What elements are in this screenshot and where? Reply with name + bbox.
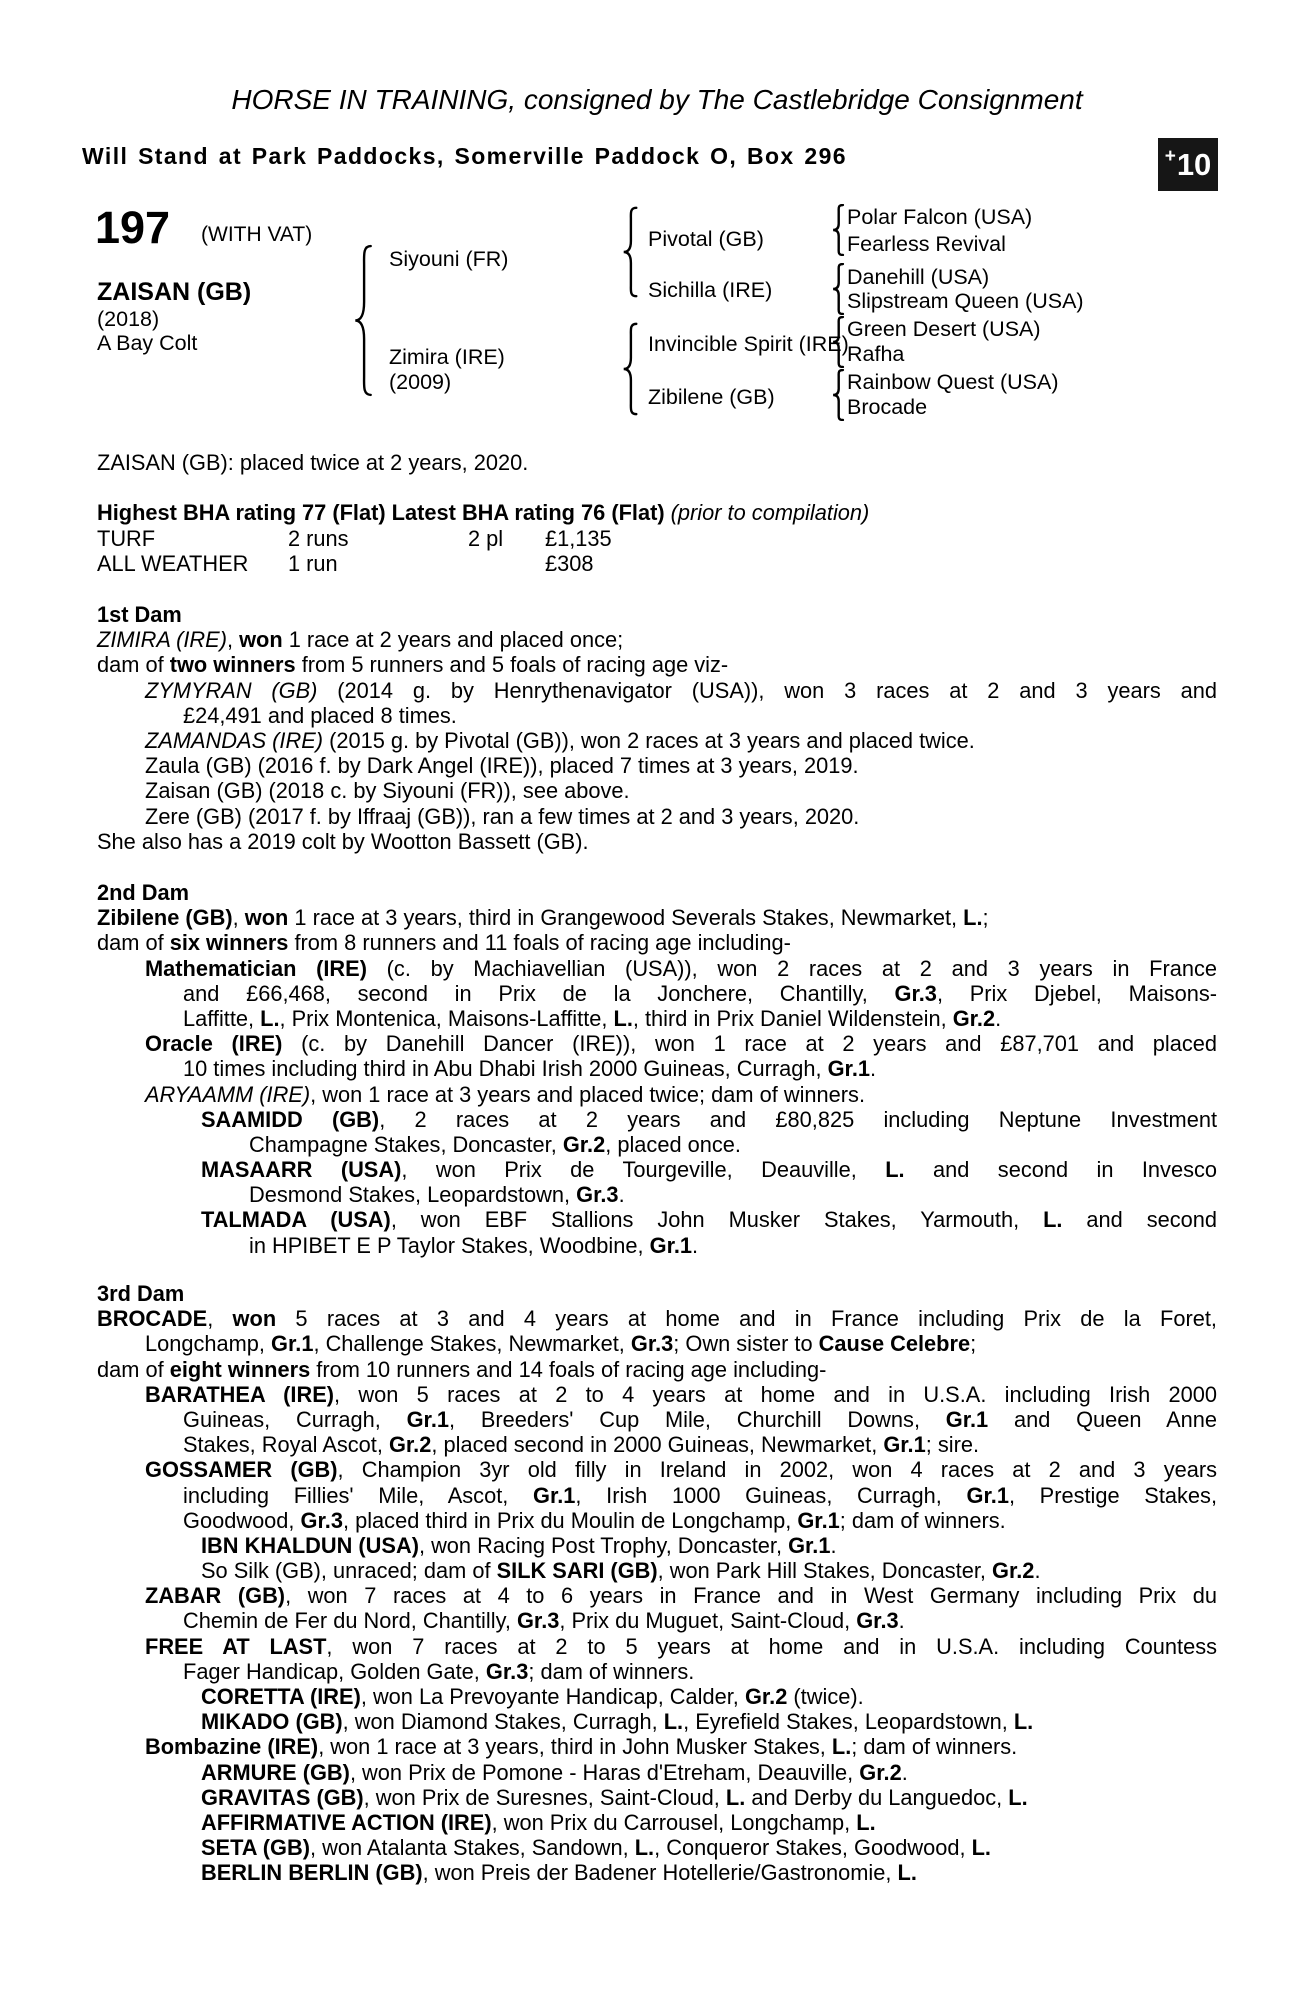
- text-run: Desmond Stakes, Leopardstown,: [249, 1182, 577, 1208]
- text-run: ,: [207, 1306, 233, 1332]
- text-run: L.: [963, 905, 983, 931]
- text-run: ; Own sister to: [673, 1331, 819, 1357]
- text-run: , placed once.: [605, 1131, 741, 1157]
- text-run: L.: [1043, 1207, 1063, 1233]
- text-run: BARATHEA (IRE): [145, 1381, 335, 1407]
- text-run: , Eyrefield Stakes, Leopardstown,: [683, 1709, 1014, 1735]
- text-run: Champagne Stakes, Doncaster,: [249, 1131, 563, 1157]
- text-run: 1 race at 3 years, third in Grangewood Severals Stakes, Newmarket,: [288, 905, 964, 931]
- text-run: L.: [971, 1835, 991, 1861]
- catalogue-line: [97, 678, 1217, 703]
- text-run: TALMADA (USA): [201, 1207, 391, 1233]
- text-run: , Prix Montenica, Maisons-Laffitte,: [279, 1005, 614, 1031]
- catalogue-line: [97, 1558, 1217, 1583]
- text-run: (c. by Machiavellian (USA)), won 2 races at 2 and 3 years in France: [366, 955, 1217, 981]
- catalogue-line: [97, 1157, 1217, 1182]
- text-run: , won 1 race at 3 years, third in John Musker Stakes,: [318, 1734, 832, 1760]
- text-run: , won Prix de Tourgeville, Deauville,: [401, 1157, 886, 1183]
- text-run: Zaula (GB) (2016 f. by Dark Angel (IRE)), placed 7 times at 3 years, 2019.: [145, 753, 859, 779]
- color-sex: A Bay Colt: [97, 331, 198, 355]
- pedigree-sds: Danehill (USA): [847, 265, 990, 289]
- catalogue-line: [97, 1407, 1217, 1432]
- catalogue-line: [97, 1233, 1217, 1258]
- page-title: HORSE IN TRAINING, consigned by The Castlebridge Consignment: [231, 84, 1083, 115]
- text-run: Fager Handicap, Golden Gate,: [183, 1658, 486, 1684]
- text-run: ARMURE (GB): [201, 1759, 350, 1785]
- catalogue-line: [97, 1006, 1217, 1031]
- catalogue-line: [97, 627, 1217, 652]
- lot-number: 197: [95, 202, 171, 253]
- text-run: L.: [1013, 1709, 1034, 1735]
- text-run: Gr.3: [516, 1608, 560, 1634]
- text-run: L.: [885, 1157, 905, 1183]
- text-run: Gr.2: [859, 1759, 902, 1785]
- text-run: L.: [634, 1835, 655, 1861]
- text-run: BROCADE: [97, 1306, 208, 1332]
- text-run: won: [244, 905, 289, 931]
- text-run: ;: [982, 905, 989, 931]
- text-run: .: [898, 1608, 905, 1634]
- section-3rd-dam: [97, 1281, 1217, 1886]
- text-run: SAAMIDD (GB): [201, 1106, 380, 1132]
- text-run: Gr.1: [271, 1331, 314, 1357]
- text-run: , Conqueror Stakes, Goodwood,: [654, 1835, 972, 1861]
- catalogue-line: [97, 753, 1217, 778]
- text-run: Gr.1: [406, 1406, 450, 1432]
- catalogue-line: [97, 1659, 1217, 1684]
- text-run: (2014 g. by Henrythenavigator (USA)), won 3 races at 2 and 3 years and: [317, 677, 1217, 703]
- text-run: So Silk (GB), unraced; dam of: [201, 1558, 497, 1584]
- text-run: , won EBF Stallions John Musker Stakes, Yarmouth,: [390, 1207, 1044, 1233]
- catalogue-line: [97, 829, 1217, 854]
- text-run: ZYMYRAN (GB): [145, 677, 318, 703]
- catalogue-line: [97, 1056, 1217, 1081]
- text-run: (twice).: [787, 1684, 864, 1709]
- pedigree-sire-dam: Sichilla (IRE): [648, 278, 773, 302]
- pedigree-brace-ss: [831, 204, 845, 256]
- catalogue-line: [97, 1357, 1217, 1382]
- text-run: L.: [663, 1709, 684, 1735]
- text-run: and second in Invesco: [904, 1157, 1217, 1183]
- catalogue-line: [97, 1785, 1217, 1810]
- text-run: won: [239, 627, 283, 653]
- text-run: L.: [613, 1005, 633, 1031]
- text-run: .: [995, 1005, 1002, 1031]
- text-run: and £66,468, second in Prix de la Jonchere, Chantilly,: [183, 980, 895, 1006]
- pedigree-sdd: Slipstream Queen (USA): [847, 289, 1084, 313]
- pedigree-sss: Polar Falcon (USA): [847, 205, 1033, 229]
- catalogue-line: [97, 1182, 1217, 1207]
- text-run: £24,491 and placed 8 times.: [183, 702, 457, 728]
- text-run: Gr.1: [945, 1406, 989, 1432]
- text-run: MIKADO (GB): [201, 1709, 343, 1735]
- catalogue-line: [97, 1107, 1217, 1132]
- text-run: She also has a 2019 colt by Wootton Bassett (GB).: [97, 828, 589, 854]
- pedigree-dsd: Rafha: [847, 342, 905, 366]
- section-heading: 2nd Dam: [97, 880, 190, 905]
- text-run: , placed third in Prix du Moulin de Longchamp,: [342, 1507, 798, 1533]
- text-run: ,: [232, 905, 245, 931]
- catalogue-line: [97, 1709, 1217, 1734]
- race-record-cell-places: 2 pl: [468, 526, 504, 551]
- text-run: ; sire.: [925, 1432, 980, 1458]
- catalogue-line: [97, 1508, 1217, 1533]
- race-record-cell-earnings: £308: [545, 551, 594, 577]
- catalogue-line: [97, 1132, 1217, 1157]
- text-run: L.: [725, 1784, 746, 1810]
- text-run: Goodwood,: [183, 1507, 301, 1533]
- text-run: GRAVITAS (GB): [201, 1784, 364, 1810]
- pedigree-brace-dam: [621, 322, 639, 416]
- text-run: FREE AT LAST: [145, 1633, 327, 1659]
- section-2nd-dam: [97, 880, 1217, 1258]
- text-run: , Breeders' Cup Mile, Churchill Downs,: [449, 1406, 946, 1432]
- text-run: Bombazine (IRE): [145, 1734, 319, 1760]
- text-run: 5 races at 3 and 4 years at home and in France including Prix de la Foret,: [276, 1306, 1217, 1332]
- catalogue-line: [97, 1684, 1217, 1709]
- text-run: SILK SARI (GB): [496, 1558, 658, 1584]
- text-run: , 2 races at 2 years and £80,825 including Neptune Investment: [379, 1106, 1218, 1132]
- catalogue-line: [97, 1634, 1217, 1659]
- text-run: .: [1034, 1558, 1041, 1584]
- pedigree-brace-sire: [621, 206, 639, 298]
- text-run: Gr.1: [883, 1432, 926, 1458]
- catalogue-line: [97, 956, 1217, 981]
- text-run: ARYAAMM (IRE): [145, 1081, 311, 1107]
- text-run: Gr.1: [966, 1482, 1009, 1508]
- text-run: Gr.3: [894, 980, 937, 1006]
- text-run: , won 7 races at 4 to 6 years in France and in West Germany including Prix du: [285, 1583, 1217, 1609]
- text-run: ,: [226, 627, 240, 653]
- pedigree-ddd: Brocade: [847, 395, 928, 419]
- text-run: CORETTA (IRE): [201, 1684, 361, 1709]
- text-run: Gr.2: [562, 1131, 606, 1157]
- bha-rating-line: [97, 500, 869, 526]
- text-run: , Champion 3yr old filly in Ireland in 2002, won 4 races at 2 and 3 years: [337, 1457, 1217, 1483]
- catalogue-line: [97, 703, 1217, 728]
- text-run: ZAMANDAS (IRE): [145, 727, 324, 753]
- text-run: Gr.1: [797, 1507, 840, 1533]
- text-run: Gr.3: [630, 1331, 674, 1357]
- pedigree-dds: Rainbow Quest (USA): [847, 370, 1059, 394]
- catalogue-line: [97, 778, 1217, 803]
- catalogue-line: [97, 1860, 1217, 1885]
- text-run: , won Park Hill Stakes, Doncaster,: [657, 1558, 993, 1584]
- text-run: AFFIRMATIVE ACTION (IRE): [201, 1809, 492, 1835]
- plus-icon: +: [1164, 146, 1176, 167]
- text-run: .: [870, 1056, 877, 1082]
- text-run: GOSSAMER (GB): [145, 1457, 338, 1483]
- pedigree-brace-sd: [831, 263, 845, 315]
- text-run: , won 5 races at 2 to 4 years at home and in U.S.A. including Irish 2000: [334, 1381, 1217, 1407]
- catalogue-line: [97, 1031, 1217, 1056]
- text-run: , Prix Djebel, Maisons-: [936, 980, 1217, 1006]
- catalogue-line: [97, 1835, 1217, 1860]
- text-run: BERLIN BERLIN (GB): [201, 1860, 423, 1886]
- text-run: , won Prix du Carrousel, Longchamp,: [491, 1809, 857, 1835]
- catalogue-line: [97, 981, 1217, 1006]
- catalogue-line: [97, 728, 1217, 753]
- catalogue-line: [97, 1760, 1217, 1785]
- text-run: IBN KHALDUN (USA): [201, 1532, 419, 1558]
- catalogue-line: [97, 905, 1217, 930]
- catalogue-line: [97, 1583, 1217, 1608]
- pedigree-dam-year: (2009): [389, 370, 452, 394]
- foaling-year: (2018): [97, 307, 160, 331]
- catalogue-line: [97, 1810, 1217, 1835]
- catalogue-line: [97, 1457, 1217, 1482]
- stand-location-line: Will Stand at Park Paddocks, Somerville Paddock O, Box 296: [82, 143, 847, 169]
- race-record-row: [97, 551, 797, 576]
- text-run: dam of: [97, 930, 170, 956]
- text-run: in HPIBET E P Taylor Stakes, Woodbine,: [249, 1232, 650, 1258]
- text-run: Gr.2: [992, 1558, 1035, 1584]
- pedigree-dam-dam: Zibilene (GB): [648, 385, 775, 409]
- text-run: 1 race at 2 years and placed once;: [282, 627, 624, 653]
- text-run: Chemin de Fer du Nord, Chantilly,: [183, 1608, 517, 1634]
- text-run: Gr.3: [300, 1507, 343, 1533]
- text-run: Gr.1: [649, 1232, 693, 1258]
- section-1st-dam: [97, 602, 1217, 854]
- text-run: , won Atalanta Stakes, Sandown,: [309, 1835, 635, 1861]
- text-run: Gr.1: [532, 1482, 576, 1508]
- text-run: Gr.2: [952, 1005, 996, 1031]
- text-run: , Prix du Muguet, Saint-Cloud,: [559, 1608, 857, 1634]
- text-run: .: [692, 1232, 699, 1258]
- text-run: , won 1 race at 3 years and placed twice; dam of winners.: [310, 1081, 866, 1107]
- section-heading: 1st Dam: [97, 602, 182, 627]
- pedigree-sire-sire: Pivotal (GB): [648, 227, 764, 251]
- pedigree-ssd: Fearless Revival: [847, 232, 1006, 256]
- catalogue-line: [97, 1082, 1217, 1107]
- text-run: L.: [1008, 1784, 1028, 1810]
- text-run: , Challenge Stakes, Newmarket,: [313, 1331, 631, 1357]
- text-run: Highest BHA rating 77 (Flat) Latest BHA rating 76 (Flat): [97, 500, 671, 525]
- vat-note: (WITH VAT): [201, 223, 313, 246]
- text-run: , won Preis der Badener Hotellerie/Gastronomie,: [422, 1860, 898, 1886]
- text-run: (prior to compilation): [670, 500, 870, 525]
- catalogue-line: [97, 804, 1217, 829]
- text-run: Laffitte,: [183, 1005, 261, 1031]
- catalogue-line: [97, 1483, 1217, 1508]
- text-run: ZABAR (GB): [145, 1583, 286, 1609]
- catalogue-line: [97, 1608, 1217, 1633]
- catalogue-line: [97, 1331, 1217, 1356]
- text-run: , won Prix de Pomone - Haras d'Etreham, Deauville,: [349, 1759, 860, 1785]
- text-run: won: [232, 1306, 277, 1332]
- text-run: Gr.2: [744, 1684, 788, 1709]
- text-run: MASAARR (USA): [201, 1157, 402, 1183]
- text-run: L.: [831, 1734, 852, 1760]
- text-run: ; dam of winners.: [839, 1507, 1006, 1533]
- text-run: L.: [260, 1005, 280, 1031]
- pedigree-dam-sire: Invincible Spirit (IRE): [648, 332, 849, 356]
- text-run: Oracle (IRE): [145, 1031, 283, 1057]
- section-heading: 3rd Dam: [97, 1281, 185, 1306]
- text-run: .: [618, 1182, 625, 1208]
- text-run: Zibilene (GB): [97, 905, 233, 931]
- text-run: and second: [1062, 1207, 1218, 1233]
- text-run: 10 times including third in Abu Dhabi Irish 2000 Guineas, Curragh,: [183, 1056, 828, 1082]
- race-record-table: [97, 526, 797, 576]
- race-record-row: [97, 526, 797, 551]
- text-run: , won La Prevoyante Handicap, Calder,: [360, 1684, 745, 1709]
- text-run: .: [830, 1532, 837, 1558]
- text-run: Zaisan (GB) (2018 c. by Siyouni (FR)), see above.: [145, 778, 630, 804]
- race-record-cell-surface: TURF: [97, 526, 156, 551]
- text-run: Stakes, Royal Ascot,: [183, 1432, 389, 1458]
- race-record-cell-runs: 1 run: [288, 551, 338, 577]
- text-run: from 8 runners and 11 foals of racing age including-: [288, 930, 791, 956]
- text-run: Gr.2: [388, 1432, 432, 1458]
- text-run: from 10 runners and 14 foals of racing age including-: [310, 1356, 827, 1382]
- race-record-cell-earnings: £1,135: [545, 526, 612, 551]
- catalogue-line: [97, 1432, 1217, 1457]
- race-record-cell-surface: ALL WEATHER: [97, 551, 249, 577]
- text-run: , won 7 races at 2 to 5 years at home and in U.S.A. including Countess: [326, 1633, 1217, 1659]
- text-run: Gr.1: [788, 1532, 831, 1558]
- text-run: two winners: [169, 652, 296, 678]
- catalogue-line: [97, 652, 1217, 677]
- pedigree-dss: Green Desert (USA): [847, 317, 1041, 341]
- text-run: including Fillies' Mile, Ascot,: [183, 1482, 533, 1508]
- catalogue-line: [97, 1533, 1217, 1558]
- text-run: eight winners: [169, 1356, 311, 1382]
- text-run: , won Prix de Suresnes, Saint-Cloud,: [363, 1784, 726, 1810]
- text-run: ZIMIRA (IRE): [97, 627, 227, 653]
- text-run: , Irish 1000 Guineas, Curragh,: [575, 1482, 967, 1508]
- text-run: SETA (GB): [201, 1835, 310, 1861]
- text-run: ; dam of winners.: [528, 1658, 695, 1684]
- pedigree-dam: Zimira (IRE): [389, 345, 505, 369]
- text-run: Gr.3: [576, 1182, 619, 1208]
- text-run: L.: [897, 1860, 917, 1886]
- catalogue-line: [97, 1207, 1217, 1232]
- text-run: Guineas, Curragh,: [183, 1406, 407, 1432]
- text-run: and Derby du Languedoc,: [745, 1784, 1009, 1810]
- text-run: and Queen Anne: [988, 1406, 1218, 1432]
- text-run: .: [901, 1759, 908, 1785]
- text-run: ;: [970, 1331, 977, 1357]
- plus10-number: 10: [1176, 147, 1212, 182]
- text-run: Cause Celebre: [818, 1331, 971, 1357]
- text-run: Gr.3: [856, 1608, 899, 1634]
- text-run: Mathematician (IRE): [145, 955, 367, 981]
- race-summary: ZAISAN (GB): placed twice at 2 years, 2020.: [97, 450, 529, 475]
- catalogue-line: [97, 930, 1217, 955]
- text-run: dam of: [97, 652, 170, 678]
- pedigree-brace-gen1: [352, 243, 374, 398]
- catalogue-line: [97, 1734, 1217, 1759]
- text-run: Gr.3: [485, 1658, 529, 1684]
- text-run: , won Diamond Stakes, Curragh,: [342, 1709, 664, 1735]
- text-run: Longchamp,: [145, 1331, 272, 1357]
- text-run: , third in Prix Daniel Wildenstein,: [632, 1005, 953, 1031]
- text-run: L.: [856, 1809, 876, 1835]
- text-run: Gr.1: [827, 1056, 871, 1082]
- text-run: , placed second in 2000 Guineas, Newmarket,: [431, 1432, 884, 1458]
- text-run: from 5 runners and 5 foals of racing age viz-: [295, 652, 729, 678]
- pedigree-brace-dd: [831, 369, 845, 421]
- text-run: , Prestige Stakes,: [1008, 1482, 1218, 1508]
- catalogue-line: [97, 1306, 1217, 1331]
- text-run: six winners: [169, 930, 289, 956]
- text-run: (2015 g. by Pivotal (GB)), won 2 races at 3 years and placed twice.: [323, 727, 975, 753]
- text-run: (c. by Danehill Dancer (IRE)), won 1 race at 2 years and £87,701 and placed: [282, 1031, 1217, 1057]
- catalogue-line: [97, 1382, 1217, 1407]
- pedigree-sire: Siyouni (FR): [389, 247, 509, 271]
- race-record-cell-runs: 2 runs: [288, 526, 349, 551]
- text-run: , won Racing Post Trophy, Doncaster,: [418, 1532, 789, 1558]
- text-run: ; dam of winners.: [851, 1734, 1018, 1760]
- text-run: dam of: [97, 1356, 170, 1382]
- text-run: Zere (GB) (2017 f. by Iffraaj (GB)), ran a few times at 2 and 3 years, 2020.: [145, 803, 860, 829]
- plus10-badge: [1158, 138, 1218, 191]
- horse-name: ZAISAN (GB): [97, 278, 252, 306]
